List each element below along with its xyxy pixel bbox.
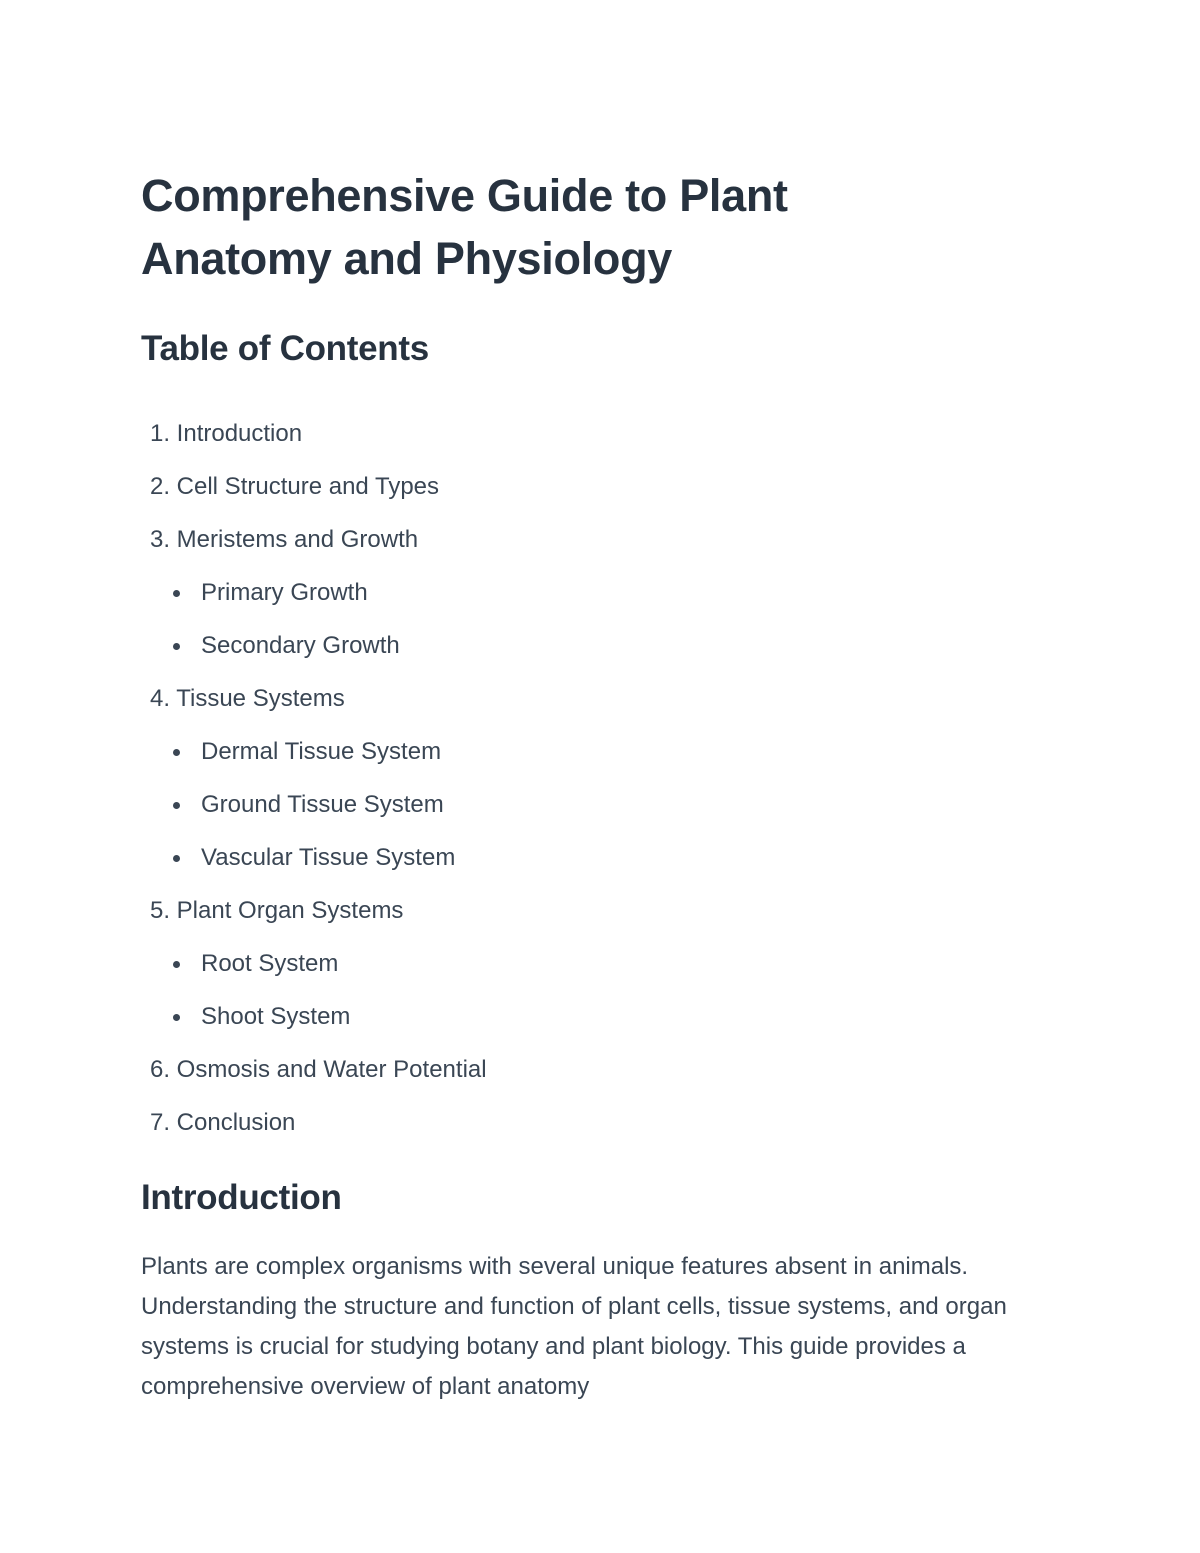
toc-subitem-label: Primary Growth <box>201 579 368 606</box>
introduction-heading: Introduction <box>141 1178 342 1217</box>
introduction-paragraph: Plants are complex organisms with several unique features absent in animals. Understanding the structure and function of plant cells, tissue systems, and organ systems is crucial for studying botany and plant biology. This guide provides a comprehensive overview of plant anatomy <box>141 1253 1007 1400</box>
bullet-icon <box>173 643 180 650</box>
toc-item-number: 6. <box>149 1056 170 1083</box>
toc-item-introduction[interactable] <box>141 407 1041 460</box>
toc-item-label: Conclusion <box>176 1109 296 1136</box>
toc-item-number: 1. <box>149 420 170 447</box>
toc-item-cell-structure[interactable] <box>141 460 1041 513</box>
document-page <box>141 164 1041 1407</box>
toc-item-label: Meristems and Growth <box>176 526 419 553</box>
bullet-icon <box>173 855 180 862</box>
toc-subitem-label: Dermal Tissue System <box>201 738 442 765</box>
toc-subitem-vascular[interactable] <box>141 831 1041 884</box>
toc-item-conclusion[interactable] <box>141 1096 1041 1149</box>
toc-item-number: 7. <box>149 1109 170 1136</box>
toc-subitem-label: Shoot System <box>201 1003 351 1030</box>
toc-item-number: 2. <box>149 473 170 500</box>
toc-item-label: Introduction <box>176 420 303 447</box>
toc-subitem-label: Vascular Tissue System <box>201 844 456 871</box>
toc-subitem-label: Ground Tissue System <box>201 791 444 818</box>
toc-heading: Table of Contents <box>141 329 429 368</box>
bullet-icon <box>173 1014 180 1021</box>
table-of-contents <box>141 407 1041 1149</box>
bullet-icon <box>173 802 180 809</box>
bullet-icon <box>173 961 180 968</box>
bullet-icon <box>173 590 180 597</box>
toc-item-organ-systems[interactable] <box>141 884 1041 937</box>
toc-subitem-root[interactable] <box>141 937 1041 990</box>
toc-subitem-shoot[interactable] <box>141 990 1041 1043</box>
toc-item-number: 4. <box>149 685 170 712</box>
toc-item-number: 3. <box>149 526 170 553</box>
document-title: Comprehensive Guide to Plant Anatomy and Physiology <box>141 170 788 284</box>
toc-subitem-ground[interactable] <box>141 778 1041 831</box>
toc-item-label: Plant Organ Systems <box>176 897 404 924</box>
toc-subitem-label: Secondary Growth <box>201 632 400 659</box>
toc-item-osmosis[interactable] <box>141 1043 1041 1096</box>
toc-item-tissue-systems[interactable] <box>141 672 1041 725</box>
toc-item-number: 5. <box>149 897 170 924</box>
toc-item-label: Tissue Systems <box>176 685 345 712</box>
toc-subitem-secondary-growth[interactable] <box>141 619 1041 672</box>
toc-item-label: Cell Structure and Types <box>176 473 440 500</box>
toc-item-meristems[interactable] <box>141 513 1041 566</box>
toc-subitem-primary-growth[interactable] <box>141 566 1041 619</box>
toc-subitem-dermal[interactable] <box>141 725 1041 778</box>
toc-subitem-label: Root System <box>201 950 339 977</box>
bullet-icon <box>173 749 180 756</box>
toc-item-label: Osmosis and Water Potential <box>176 1056 487 1083</box>
